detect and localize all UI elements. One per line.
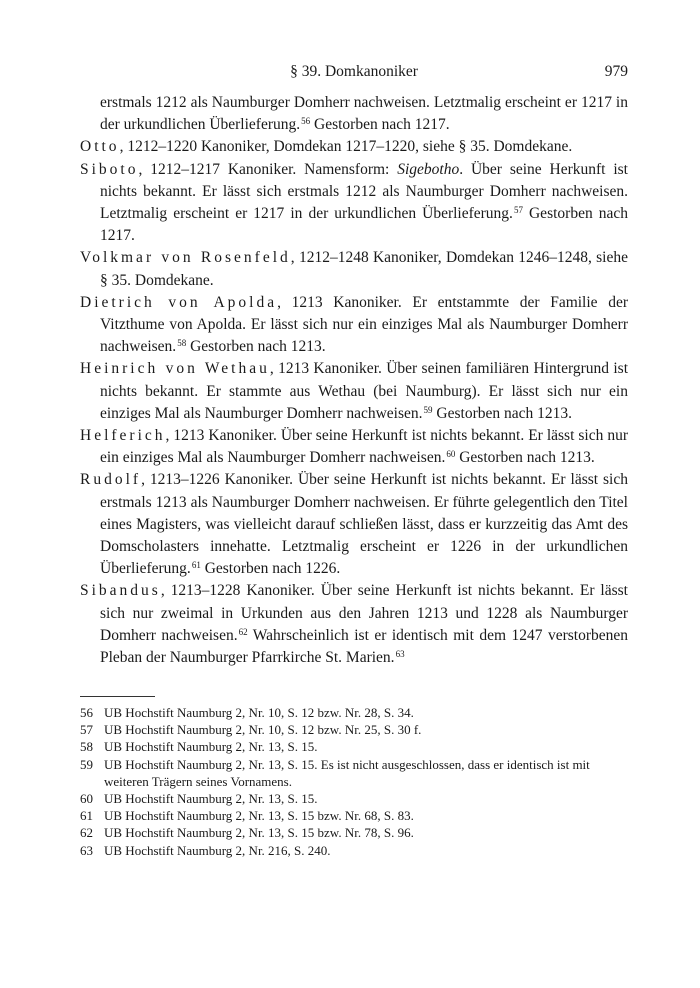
- entry-name: Rudolf: [80, 471, 142, 489]
- footnotes: [80, 704, 628, 859]
- entry-text: Gestorben nach 1213.: [455, 449, 595, 467]
- footnote-text: UB Hochstift Naumburg 2, Nr. 13, S. 15 bzw. Nr. 78, S. 96.: [104, 825, 414, 841]
- entry-text: , 1213–1228 Kanoniker. Über seine Herkunft ist nichts bekannt. Er lässt sich nur zweimal in Urkunden aus den Jahren 1213 und 1228 als Naumburger Domherr nachweisen.: [100, 582, 628, 644]
- entry-text: , 1212–1248 Kanoniker, Domdekan 1246–1248, siehe § 35. Domdekane.: [100, 249, 628, 289]
- entry-name: Helferich: [80, 427, 166, 445]
- entry-text: , 1213 Kanoniker. Er entstammte der Familie der Vitzthume von Apolda. Er lässt sich nur ein einziges Mal als Naumburger Domherr nachweisen.: [100, 293, 628, 356]
- footnote-text: UB Hochstift Naumburg 2, Nr. 13, S. 15.: [104, 739, 318, 755]
- entry-rudolf: [80, 469, 628, 580]
- entry-text: , 1213 Kanoniker. Über seine Herkunft ist nichts bekannt. Er lässt sich nur ein einziges Mal als Naumburger Domherr nachweisen.: [100, 427, 628, 467]
- entry-text: . Über seine Herkunft ist nichts bekannt. Er lässt sich erstmals 1212 als Naumburger Domherr nachweisen. Letztmalig erscheint er 1217 in der urkundlichen Überlieferung.: [100, 160, 628, 223]
- footnote-ref[interactable]: 60: [446, 449, 456, 460]
- footnote-number: 62: [80, 825, 93, 841]
- footnote: [80, 756, 628, 790]
- entry-siboto: [80, 159, 628, 248]
- entry-name: Siboto: [80, 160, 139, 178]
- footnote-ref[interactable]: 63: [395, 649, 405, 660]
- footnote-text: UB Hochstift Naumburg 2, Nr. 10, S. 12 bzw. Nr. 25, S. 30 f.: [104, 722, 422, 738]
- footnote-number: 60: [80, 791, 93, 807]
- footnote: [80, 842, 628, 859]
- page-number: 979: [604, 63, 628, 80]
- entry-text: Gestorben nach 1217.: [310, 116, 450, 134]
- entry-heinrich: [80, 358, 628, 425]
- footnote-ref[interactable]: 62: [238, 626, 248, 637]
- footnote: [80, 824, 628, 841]
- footnote-number: 59: [80, 756, 93, 772]
- main-text: [80, 92, 628, 669]
- entry-volkmar: [80, 247, 628, 291]
- footnote-number: 63: [80, 842, 93, 858]
- entry-continuation: [80, 92, 628, 136]
- footnote-text: UB Hochstift Naumburg 2, Nr. 13, S. 15.: [104, 791, 318, 807]
- name-form: Sigebotho: [397, 160, 460, 178]
- entry-name: Heinrich von Wethau: [80, 360, 270, 378]
- footnote: [80, 704, 628, 721]
- entry-text: , 1213 Kanoniker. Über seinen familiären Hintergrund ist nichts bekannt. Er stammte aus Wethau (bei Naumburg). Er lässt sich nur ein einziges Mal als Naumburger Domherr nachweisen.: [100, 360, 628, 422]
- footnote-text: UB Hochstift Naumburg 2, Nr. 216, S. 240.: [104, 842, 331, 858]
- footnote: [80, 790, 628, 807]
- entry-dietrich: [80, 292, 628, 359]
- entry-text: Wahrscheinlich ist er identisch mit dem 1247 verstorbenen Pleban der Naumburger Pfarrkirche St. Marien.: [100, 626, 628, 667]
- entry-text: , 1212–1220 Kanoniker, Domdekan 1217–1220, siehe § 35. Domdekane.: [119, 138, 573, 156]
- footnote-ref[interactable]: 56: [301, 116, 311, 127]
- footnote-text: UB Hochstift Naumburg 2, Nr. 10, S. 12 bzw. Nr. 28, S. 34.: [104, 705, 414, 720]
- entry-text: , 1212–1217 Kanoniker. Namensform:: [138, 160, 398, 178]
- entry-text: Gestorben nach 1217.: [100, 205, 629, 245]
- entry-sibandus: [80, 580, 628, 669]
- footnote-number: 57: [80, 722, 93, 738]
- footnote: [80, 721, 628, 738]
- entry-text: , 1213–1226 Kanoniker. Über seine Herkunft ist nichts bekannt. Er lässt sich erstmals 1213 als Naumburger Domherr nachweisen. Er führte gelegentlich den Titel eines Magisters, was vielleicht darauf schließen lässt, dass er kurzzeitig das Amt des Domscholasters innehatte. Letztmalig erscheint er 1226 in der urkundlichen Überlieferung.: [100, 471, 628, 578]
- footnote-separator: [80, 696, 155, 697]
- footnote-number: 58: [80, 739, 93, 755]
- footnote-text: UB Hochstift Naumburg 2, Nr. 13, S. 15 bzw. Nr. 68, S. 83.: [104, 808, 414, 824]
- footnote-ref[interactable]: 58: [177, 338, 187, 349]
- section-title: § 39. Domkanoniker: [290, 63, 418, 80]
- entry-otto: [80, 136, 628, 158]
- entry-name: Sibandus: [80, 582, 161, 600]
- entry-name: Otto: [80, 138, 120, 156]
- footnote-ref[interactable]: 61: [191, 560, 201, 571]
- entry-text: Gestorben nach 1213.: [432, 404, 572, 422]
- footnote: [80, 807, 628, 824]
- entry-name: Volkmar von Rosenfeld: [80, 249, 291, 267]
- entry-helferich: [80, 425, 628, 469]
- entry-text: Gestorben nach 1213.: [186, 338, 326, 356]
- entry-text: erstmals 1212 als Naumburger Domherr nachweisen. Letztmalig erscheint er 1217 in der urkundlichen Überlieferung.: [100, 94, 628, 134]
- entry-text: Gestorben nach 1226.: [200, 560, 341, 578]
- footnote: [80, 738, 628, 755]
- footnote-ref[interactable]: 59: [423, 404, 433, 415]
- footnote-text: UB Hochstift Naumburg 2, Nr. 13, S. 15. Es ist nicht ausgeschlossen, dass er identisch ist mit weiteren Trägern seines Vornamens.: [104, 756, 590, 789]
- entry-name: Dietrich von Apolda: [80, 293, 278, 311]
- footnote-ref[interactable]: 57: [513, 205, 523, 216]
- footnote-number: 61: [80, 808, 93, 824]
- footnote-number: 56: [80, 705, 93, 720]
